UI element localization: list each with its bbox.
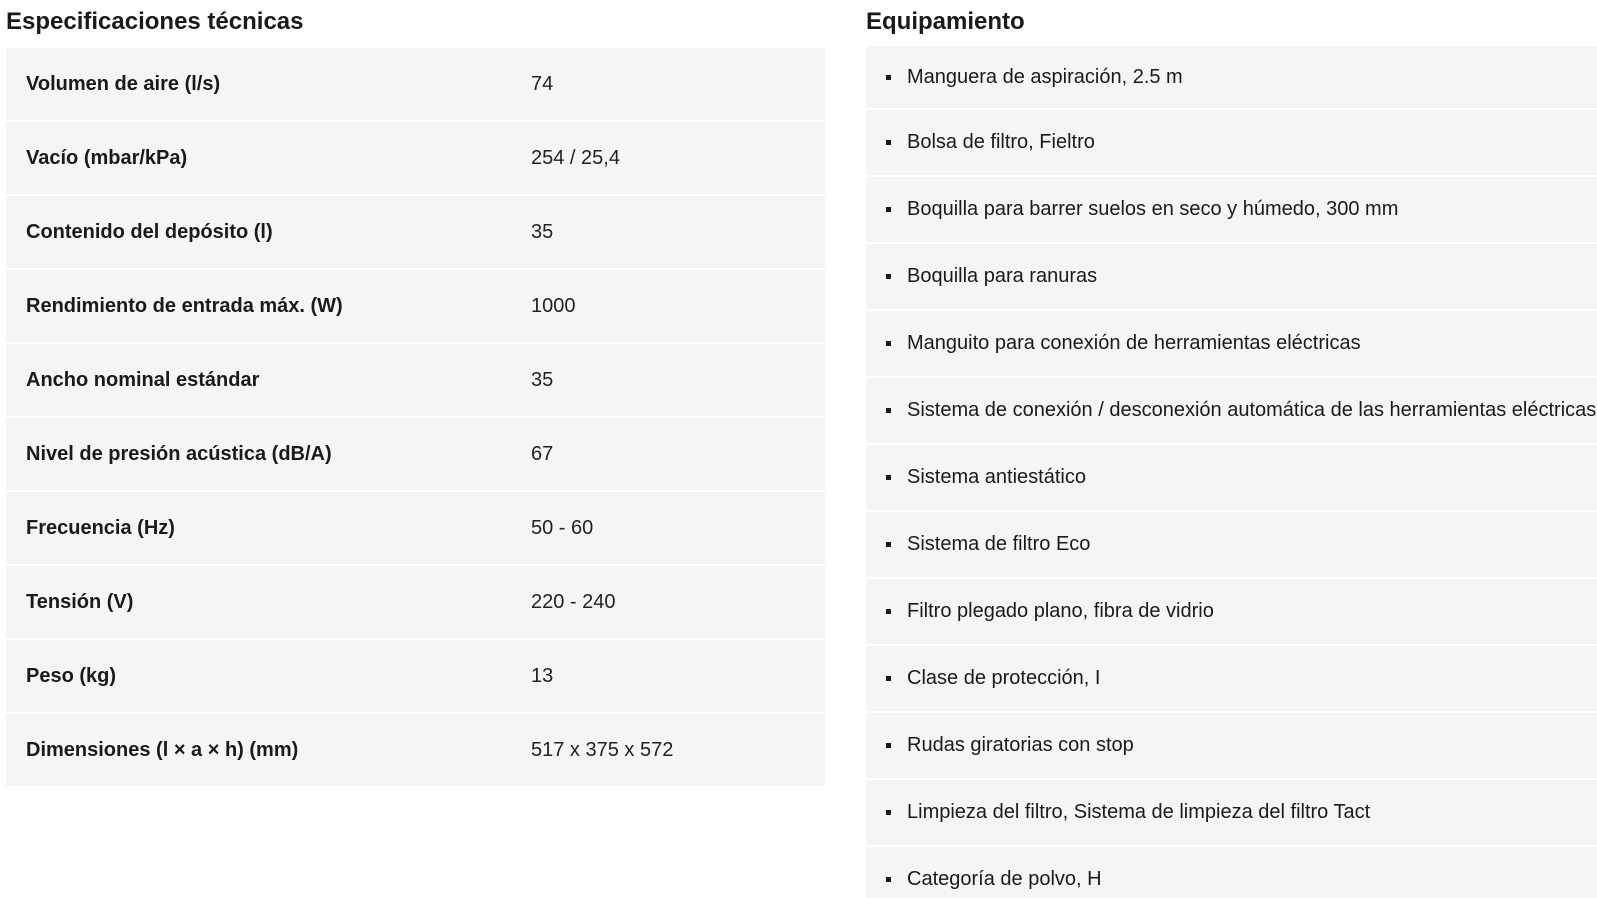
spec-row (6, 492, 825, 566)
spec-label: Tensión (V) (26, 590, 134, 613)
spec-value: 50 - 60 (531, 516, 594, 539)
equipment-item-text: Limpieza del filtro, Sistema de limpieza del filtro Tact (907, 801, 1371, 823)
list-item (866, 579, 1597, 646)
list-item (866, 46, 1597, 110)
equipment-item-text: Rudas giratorias con stop (907, 734, 1134, 756)
bullet-icon (886, 140, 891, 145)
list-item (866, 378, 1597, 445)
spec-label: Dimensiones (l × a × h) (mm) (26, 738, 299, 761)
spec-label: Rendimiento de entrada máx. (W) (26, 294, 343, 317)
list-item (866, 512, 1597, 579)
bullet-icon (886, 75, 891, 80)
spec-label: Frecuencia (Hz) (26, 516, 175, 539)
equipment-item-text: Manguito para conexión de herramientas eléctricas (907, 332, 1361, 354)
spec-label: Vacío (mbar/kPa) (26, 146, 188, 169)
spec-value: 13 (531, 664, 554, 687)
equipment-item-text: Categoría de polvo, H (907, 868, 1102, 890)
bullet-icon (886, 542, 891, 547)
spec-row (6, 270, 825, 344)
spec-row (6, 196, 825, 270)
list-item (866, 311, 1597, 378)
spec-label: Volumen de aire (l/s) (26, 72, 221, 95)
list-item (866, 713, 1597, 780)
list-item (866, 177, 1597, 244)
bullet-icon (886, 810, 891, 815)
equipment-item-text: Filtro plegado plano, fibra de vidrio (907, 600, 1214, 622)
equipment-title: Equipamiento (866, 8, 1025, 35)
spec-row (6, 122, 825, 196)
equipment-item-text: Boquilla para barrer suelos en seco y húmedo, 300 mm (907, 198, 1399, 220)
spec-value: 254 / 25,4 (531, 146, 620, 169)
spec-row (6, 640, 825, 714)
equipment-item-text: Manguera de aspiración, 2.5 m (907, 65, 1183, 88)
spec-row (6, 344, 825, 418)
list-item (866, 780, 1597, 847)
list-item (866, 646, 1597, 713)
spec-value: 74 (531, 72, 554, 95)
spec-value: 1000 (531, 294, 576, 317)
spec-row (6, 48, 825, 122)
spec-row (6, 418, 825, 492)
spec-value: 35 (531, 368, 554, 391)
bullet-icon (886, 877, 891, 882)
specifications-table (6, 48, 825, 788)
equipment-item-text: Boquilla para ranuras (907, 265, 1098, 287)
bullet-icon (886, 408, 891, 413)
bullet-icon (886, 475, 891, 480)
list-item (866, 445, 1597, 512)
equipment-item-text: Sistema antiestático (907, 466, 1086, 488)
bullet-icon (886, 341, 891, 346)
list-item (866, 244, 1597, 311)
spec-value: 220 - 240 (531, 590, 616, 613)
spec-value: 517 x 375 x 572 (531, 738, 674, 761)
spec-value: 67 (531, 442, 554, 465)
equipment-list (866, 46, 1597, 898)
bullet-icon (886, 609, 891, 614)
bullet-icon (886, 676, 891, 681)
spec-value: 35 (531, 220, 554, 243)
bullet-icon (886, 274, 891, 279)
spec-label: Ancho nominal estándar (26, 368, 260, 391)
list-item (866, 110, 1597, 177)
spec-label: Contenido del depósito (l) (26, 220, 273, 243)
equipment-item-text: Sistema de filtro Eco (907, 533, 1091, 555)
bullet-icon (886, 207, 891, 212)
equipment-item-text: Clase de protección, I (907, 667, 1101, 689)
equipment-item-text: Sistema de conexión / desconexión automática de las herramientas eléctricas (907, 399, 1597, 421)
equipment-item-text: Bolsa de filtro, Fieltro (907, 131, 1095, 153)
spec-label: Nivel de presión acústica (dB/A) (26, 442, 332, 465)
spec-label: Peso (kg) (26, 664, 117, 687)
specifications-title: Especificaciones técnicas (6, 8, 304, 35)
list-item (866, 847, 1597, 898)
bullet-icon (886, 743, 891, 748)
spec-row (6, 714, 825, 788)
spec-row (6, 566, 825, 640)
